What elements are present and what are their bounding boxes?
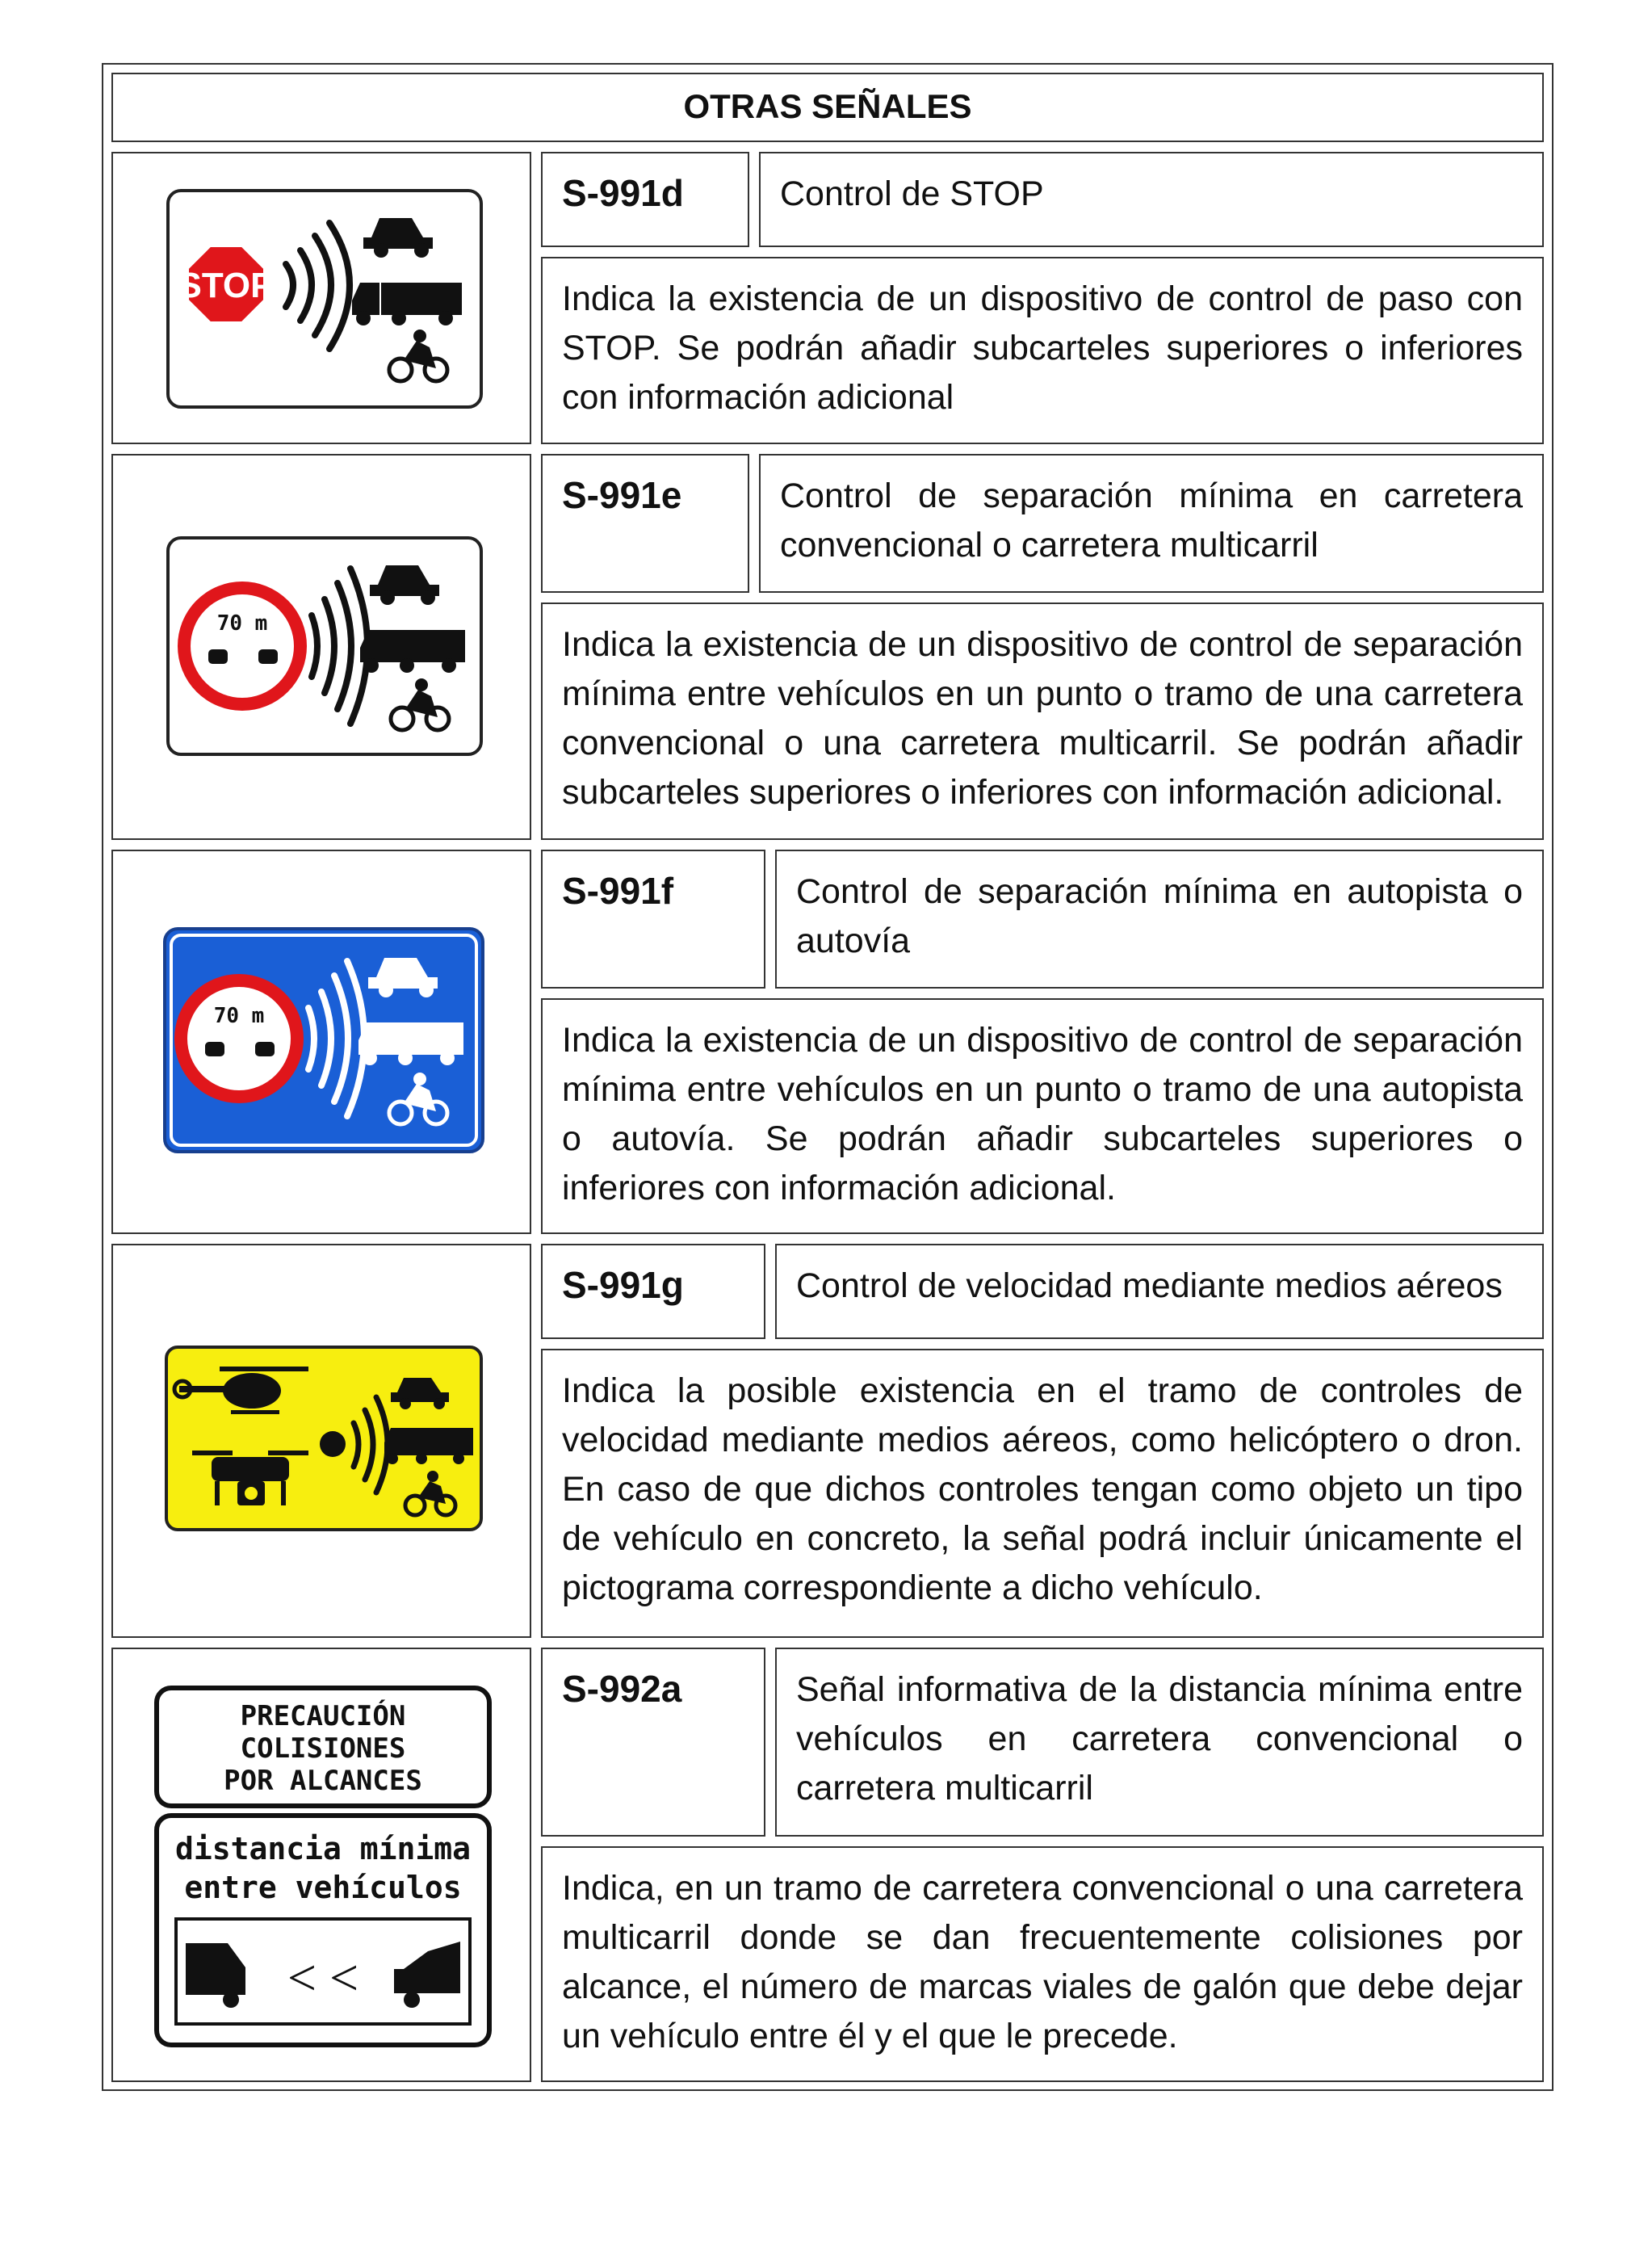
stop-control-sign — [165, 187, 484, 410]
sign-name-s991g: Control de velocidad mediante medios aéreos — [775, 1244, 1544, 1339]
distance-text: 70 m — [216, 611, 268, 636]
sign-description-s991f: Indica la existencia de un dispositivo de control de separación mínima entre vehículos en un punto o tramo de una autopista o autovía. Se podrán añadir subcarteles superiores o inferiores con información adicional. — [541, 998, 1544, 1234]
distance-line-2: entre vehículos — [184, 1870, 462, 1905]
caution-line-3: POR ALCANCES — [224, 1765, 422, 1797]
table-title: OTRAS SEÑALES — [111, 73, 1544, 142]
caution-line-1: PRECAUCIÓN — [240, 1700, 406, 1732]
minimum-distance-info-sign — [153, 1685, 493, 2048]
sign-description-s992a: Indica, en un tramo de carretera convencional o una carretera multicarril donde se dan frecuentemente colisiones por alcance, el número de marcas viales de galón que debe dejar un vehículo entre él y el que le precede. — [541, 1846, 1544, 2082]
caution-line-2: COLISIONES — [240, 1732, 406, 1765]
sign-description-s991d: Indica la existencia de un dispositivo de control de paso con STOP. Se podrán añadir subcarteles superiores o inferiores con información adicional — [541, 257, 1544, 444]
sign-code-s991d: S-991d — [541, 152, 749, 247]
truck-icon — [358, 1022, 463, 1065]
distance-line-1: distancia mínima — [174, 1831, 472, 1866]
sign-cell-s991g — [111, 1244, 531, 1638]
sign-cell-s991e — [111, 454, 531, 840]
sign-name-s991f: Control de separación mínima en autopista o autovía — [775, 850, 1544, 989]
sign-name-s991e: Control de separación mínima en carretera convencional o carretera multicarril — [759, 454, 1544, 593]
aerial-speed-control-sign — [163, 1344, 484, 1533]
stop-text: STOP — [178, 266, 275, 305]
truck-icon — [360, 630, 465, 673]
prohibition-circle-icon — [184, 588, 300, 704]
sign-code-s992a: S-992a — [541, 1648, 765, 1837]
sign-cell-s991f — [111, 850, 531, 1234]
separation-control-conventional-sign — [165, 535, 484, 758]
chevron-symbols: < < — [287, 1949, 359, 2006]
sign-code-s991e: S-991e — [541, 454, 749, 593]
radar-dot-icon — [320, 1431, 346, 1457]
sign-description-s991g: Indica la posible existencia en el tramo de controles de velocidad mediante medios aéreos, como helicóptero o dron. En caso de que dichos controles tengan como objeto un tipo de vehículo en concreto, la señal podrá incluir únicamente el pictograma correspondiente a dicho vehículo. — [541, 1349, 1544, 1638]
sign-name-s991d: Control de STOP — [759, 152, 1544, 247]
sign-cell-s991d — [111, 152, 531, 444]
sign-description-s991e: Indica la existencia de un dispositivo de control de separación mínima entre vehículos en un punto o tramo de una carretera convencional o una carretera multicarril. Se podrán añadir subcarteles superiores o inferiores con información adicional. — [541, 602, 1544, 840]
sign-name-s992a: Señal informativa de la distancia mínima entre vehículos en carretera convencional o carretera multicarril — [775, 1648, 1544, 1837]
sign-code-s991f: S-991f — [541, 850, 765, 989]
prohibition-circle-icon — [181, 980, 297, 1097]
separation-control-motorway-sign — [161, 926, 486, 1155]
sign-cell-s992a — [111, 1648, 531, 2082]
sign-code-s991g: S-991g — [541, 1244, 765, 1339]
distance-text: 70 m — [213, 1004, 265, 1028]
